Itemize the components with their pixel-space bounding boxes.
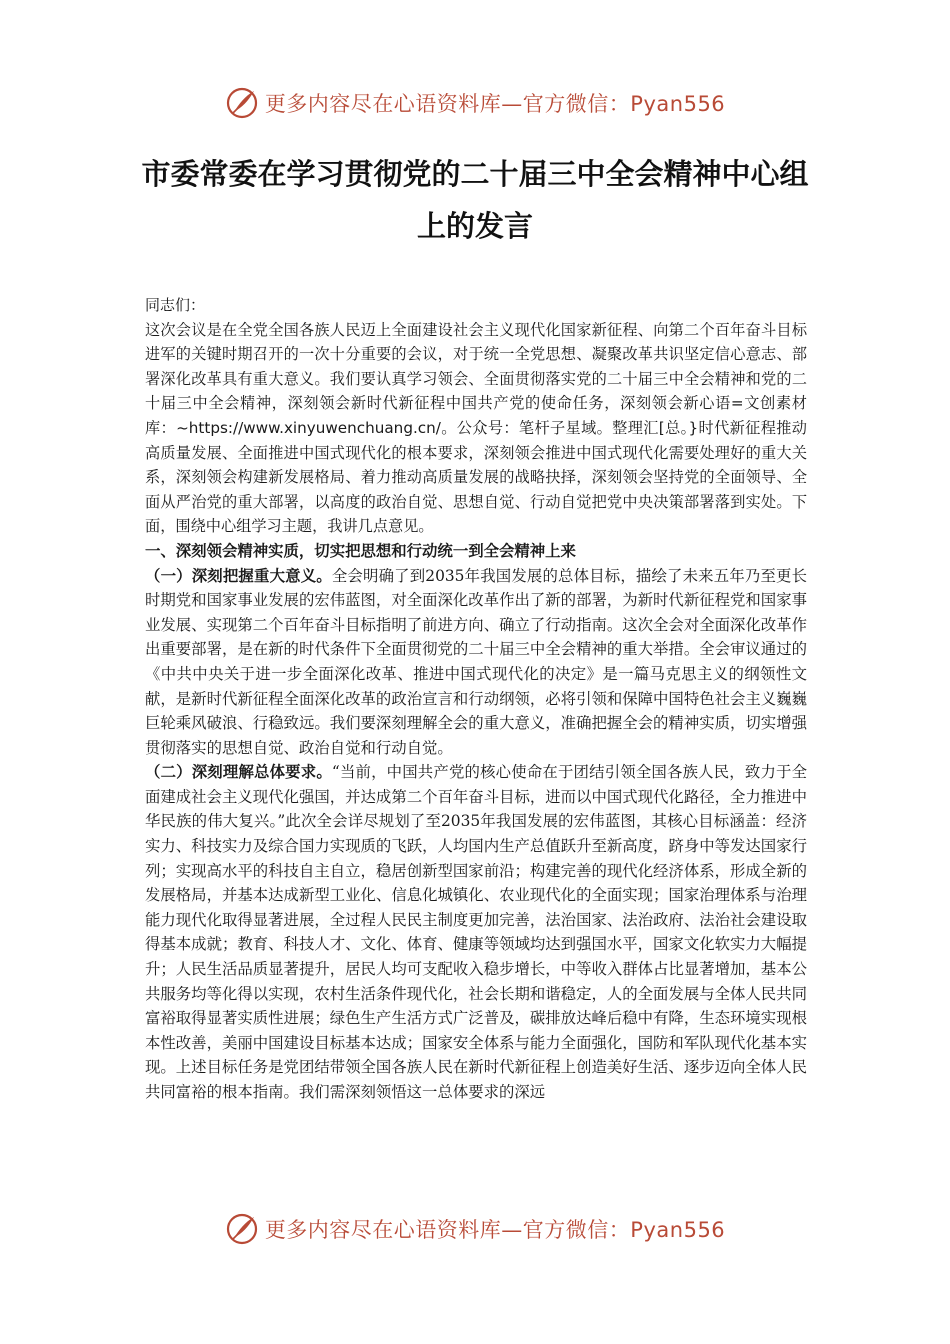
banner-text: 更多内容尽在心语资料库—官方微信：Pyan556 <box>264 1218 726 1242</box>
section-heading-1: 一、深刻领会精神实质，切实把思想和行动统一到全会精神上来 <box>145 541 576 560</box>
greeting: 同志们： <box>145 296 206 314</box>
paragraph-1 <box>145 564 807 761</box>
document-title: 市委常委在学习贯彻党的二十届三中全会精神中心组上的发言 <box>141 157 809 243</box>
feather-pen-logo-icon <box>225 1212 259 1246</box>
document-body <box>145 293 807 1105</box>
paragraph-2-lead: （二）深刻理解总体要求。 <box>145 763 332 782</box>
footer-watermark-banner <box>0 1209 950 1249</box>
feather-pen-logo-icon <box>225 86 259 120</box>
paragraph-2-text: “当前，中国共产党的核心使命在于团结引领全国各族人民，致力于全面建成社会主义现代化强国，并达成第二个百年奋斗目标，进而以中国式现代化路径，全力推进中华民族的伟大复兴。”此次全会详尽规划了至2035年我国发展的宏伟蓝图，其核心目标涵盖：经济实力、科技实力及综合国力实现质的飞跃，人均国内生产总值跃升至新高度，跻身中等发达国家行列；实现高水平的科技自主自立，稳居创新型国家前沿；构建完善的现代化经济体系，形成全新的发展格局，并基本达成新型工业化、信息化城镇化、农业现代化的全面实现；国家治理体系与治理能力现代化取得显著进展，全过程人民民主制度更加完善，法治国家、法治政府、法治社会建设取得基本成就；教育、科技人才、文化、体育、健康等领域均达到强国水平，国家文化软实力大幅提升；人民生活品质显著提升，居民人均可支配收入稳步增长，中等收入群体占比显著增加，基本公共服务均等化得以实现，农村生活条件现代化，社会长期和谐稳定，人的全面发展与全体人民共同富裕取得显著实质性进展；绿色生产生活方式广泛普及，碳排放达峰后稳中有降，生态环境实现根本性改善，美丽中国建设目标基本达成；国家安全体系与能力全面强化，国防和军队现代化基本实现。上述目标任务是党团结带领全国各族人民在新时代新征程上创造美好生活、逐步迈向全体人民共同富裕的根本指南。我们需深刻领悟这一总体要求的深远 <box>145 763 807 1101</box>
paragraph-1-lead: （一）深刻把握重大意义。 <box>145 566 332 585</box>
banner-text: 更多内容尽在心语资料库—官方微信：Pyan556 <box>264 92 726 116</box>
intro-paragraph: 这次会议是在全党全国各族人民迈上全面建设社会主义现代化国家新征程、向第二个百年奋斗目标进军的关键时期召开的一次十分重要的会议，对于统一全党思想、凝聚改革共识坚定信心意志、部署深化改革具有重大意义。我们要认真学习领会、全面贯彻落实党的二十届三中全会精神和党的二十届三中全会精神，深刻领会新时代新征程中国共产党的使命任务，深刻领会新心语=文创素材库：~https://www.xinyuwenchuang.cn/。公众号：笔杆子星域。整理汇[总。}时代新征程推动高质量发展、全面推进中国式现代化的根本要求，深刻领会推进中国式现代化需要处理好的重大关系，深刻领会构建新发展格局、着力推动高质量发展的战略抉择，深刻领会坚持党的全面领导、全面从严治党的重大部署，以高度的政治自觉、思想自觉、行动自觉把党中央决策部署落到实处。下面，围绕中心组学习主题，我讲几点意见。 <box>145 320 807 536</box>
paragraph-2 <box>145 760 807 1104</box>
header-watermark-banner <box>0 83 950 123</box>
paragraph-1-text: 全会明确了到2035年我国发展的总体目标，描绘了未来五年乃至更长时期党和国家事业发展的宏伟蓝图，对全面深化改革作出了新的部署，为新时代新征程党和国家事业发展、实现第二个百年奋斗目标指明了前进方向、确立了行动指南。这次全会对全面深化改革作出重要部署，是在新的时代条件下全面贯彻党的二十届三中全会精神的重大举措。全会审议通过的《中共中央关于进一步全面深化改革、推进中国式现代化的决定》是一篇马克思主义的纲领性文献，是新时代新征程全面深化改革的政治宣言和行动纲领，必将引领和保障中国特色社会主义巍巍巨轮乘风破浪、行稳致远。我们要深刻理解全会的重大意义，准确把握全会的精神实质，切实增强贯彻落实的思想自觉、政治自觉和行动自觉。 <box>145 566 807 757</box>
